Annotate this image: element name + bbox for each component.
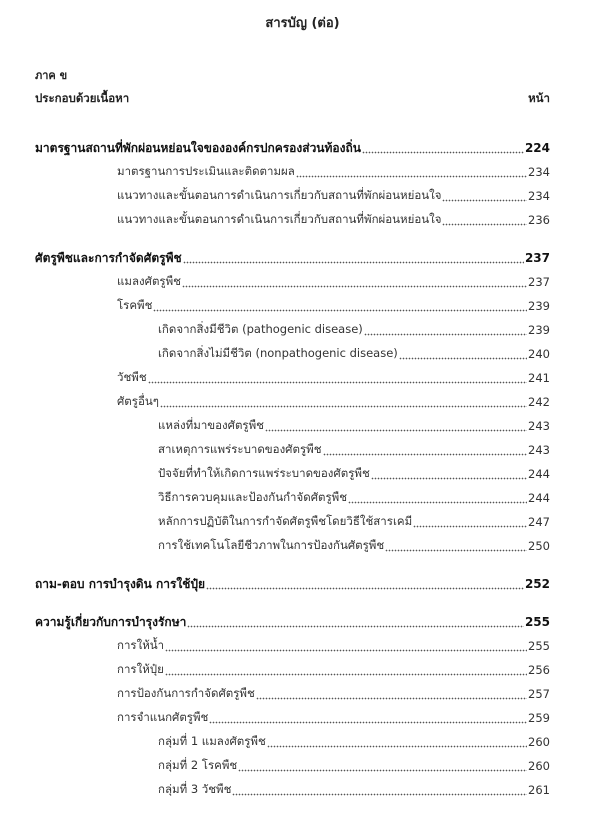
dot-leader (385, 540, 527, 552)
toc-entry-label: เกิดจากสิ่งมีชีวิต (pathogenic disease) (158, 322, 363, 336)
toc-entry-label: การให้ปุ๋ย (117, 662, 164, 676)
toc-entry[interactable] (0, 610, 605, 634)
toc-entry-page: 239 (528, 323, 550, 337)
toc-entry-label: เกิดจากสิ่งไม่มีชีวิต (nonpathogenic disease) (158, 346, 398, 360)
dot-leader (364, 324, 527, 336)
toc-entry-label: การใช้เทคโนโลยีชีวภาพในการป้องกันศัตรูพืช (158, 538, 385, 552)
toc-entry-label: การจำแนกศัตรูพืช (117, 710, 209, 724)
toc-entry-page: 224 (524, 141, 550, 155)
dot-leader (442, 214, 527, 226)
dot-leader (187, 616, 524, 628)
toc-entry-page: 234 (528, 189, 550, 203)
toc-list (0, 136, 605, 802)
toc-entry[interactable] (0, 534, 605, 558)
toc-entry[interactable] (0, 486, 605, 510)
toc-entry-label: แมลงศัตรูพืช (117, 274, 181, 288)
dot-leader (232, 784, 527, 796)
toc-entry-page: 243 (528, 443, 550, 457)
toc-entry-label: โรคพืช (117, 298, 153, 312)
dot-leader (371, 468, 527, 480)
toc-entry[interactable] (0, 706, 605, 730)
toc-entry[interactable] (0, 510, 605, 534)
toc-entry-label: ศัตรูพืชและการกำจัดศัตรูพืช (35, 250, 182, 265)
dot-leader (148, 372, 527, 384)
dot-leader (182, 276, 527, 288)
toc-entry-label: ปัจจัยที่ทำให้เกิดการแพร่ระบาดของศัตรูพืช (158, 466, 370, 480)
toc-entry-label: วิธีการควบคุมและป้องกันกำจัดศัตรูพืช (158, 490, 348, 504)
dot-leader (256, 688, 527, 700)
toc-entry-page: 244 (528, 467, 550, 481)
toc-entry[interactable] (0, 318, 605, 342)
toc-entry-page: 239 (528, 299, 550, 313)
toc-entry-page: 255 (524, 615, 550, 629)
toc-entry[interactable] (0, 160, 605, 184)
toc-entry[interactable] (0, 246, 605, 270)
toc-entry-page: 240 (528, 347, 550, 361)
toc-entry-label: กลุ่มที่ 3 วัชพืช (158, 782, 232, 796)
dot-leader (165, 640, 527, 652)
toc-header (35, 90, 550, 108)
toc-entry-label: สาเหตุการแพร่ระบาดของศัตรูพืช (158, 442, 322, 456)
toc-entry-page: 252 (524, 577, 550, 591)
dot-leader (267, 736, 527, 748)
toc-entry[interactable] (0, 342, 605, 366)
dot-leader (160, 396, 527, 408)
toc-entry-page: 250 (528, 539, 550, 553)
toc-entry-page: 257 (528, 687, 550, 701)
dot-leader (183, 252, 524, 264)
dot-leader (238, 760, 527, 772)
part-label: ภาค ข (35, 69, 68, 82)
toc-entry[interactable] (0, 658, 605, 682)
toc-entry-page: 242 (528, 395, 550, 409)
toc-entry[interactable] (0, 208, 605, 232)
toc-entry-label: กลุ่มที่ 1 แมลงศัตรูพืช (158, 734, 266, 748)
toc-entry-page: 256 (528, 663, 550, 677)
page-heading: หน้า (528, 91, 550, 105)
toc-entry[interactable] (0, 414, 605, 438)
toc-entry[interactable] (0, 682, 605, 706)
toc-entry[interactable] (0, 462, 605, 486)
toc-entry-label: การให้น้ำ (117, 638, 165, 652)
toc-entry-label: ศัตรูอื่นๆ (117, 394, 159, 408)
toc-entry[interactable] (0, 754, 605, 778)
toc-entry-label: แนวทางและขั้นตอนการดำเนินการเกี่ยวกับสถานที่พักผ่อนหย่อนใจ (117, 188, 442, 202)
toc-entry-page: 255 (528, 639, 550, 653)
toc-entry-page: 237 (524, 251, 550, 265)
toc-entry-label: วัชพืช (117, 370, 147, 384)
toc-entry-label: กลุ่มที่ 2 โรคพืช (158, 758, 238, 772)
toc-entry-page: 260 (528, 735, 550, 749)
toc-entry-page: 241 (528, 371, 550, 385)
toc-entry-page: 243 (528, 419, 550, 433)
toc-entry[interactable] (0, 270, 605, 294)
dot-leader (348, 492, 527, 504)
toc-entry[interactable] (0, 366, 605, 390)
toc-entry-page: 259 (528, 711, 550, 725)
contents-heading: ประกอบด้วยเนื้อหา (35, 91, 130, 105)
toc-entry-page: 261 (528, 783, 550, 797)
dot-leader (296, 166, 527, 178)
toc-entry-label: ถาม-ตอบ การบำรุงดิน การใช้ปุ๋ย (35, 576, 206, 591)
toc-entry-page: 236 (528, 213, 550, 227)
toc-entry-label: มาตรฐานการประเมินและติดตามผล (117, 164, 295, 178)
toc-entry-label: ความรู้เกี่ยวกับการบำรุงรักษา (35, 614, 187, 629)
toc-entry-label: แนวทางและขั้นตอนการดำเนินการเกี่ยวกับสถานที่พักผ่อนหย่อนใจ (117, 212, 442, 226)
toc-entry[interactable] (0, 572, 605, 596)
toc-entry[interactable] (0, 730, 605, 754)
toc-entry[interactable] (0, 634, 605, 658)
toc-entry-page: 234 (528, 165, 550, 179)
toc-entry-page: 237 (528, 275, 550, 289)
dot-leader (209, 712, 527, 724)
dot-leader (153, 300, 527, 312)
toc-entry-page: 244 (528, 491, 550, 505)
toc-entry-label: การป้องกันการกำจัดศัตรูพืช (117, 686, 255, 700)
toc-entry[interactable] (0, 778, 605, 802)
dot-leader (165, 664, 527, 676)
dot-leader (442, 190, 527, 202)
toc-entry-label: แหล่งที่มาของศัตรูพืช (158, 418, 264, 432)
dot-leader (323, 444, 528, 456)
toc-entry-page: 247 (528, 515, 550, 529)
toc-entry[interactable] (0, 390, 605, 414)
toc-entry[interactable] (0, 294, 605, 318)
toc-entry-page: 260 (528, 759, 550, 773)
page-title: สารบัญ (ต่อ) (265, 16, 340, 31)
toc-entry-label: หลักการปฏิบัติในการกำจัดศัตรูพืชโดยวิธีใช้สารเคมี (158, 514, 413, 528)
dot-leader (265, 420, 527, 432)
dot-leader (413, 516, 527, 528)
dot-leader (362, 142, 524, 154)
toc-entry[interactable] (0, 438, 605, 462)
toc-entry[interactable] (0, 184, 605, 208)
dot-leader (399, 348, 527, 360)
dot-leader (206, 578, 524, 590)
toc-entry-label: มาตรฐานสถานที่พักผ่อนหย่อนใจขององค์กรปกครองส่วนท้องถิ่น (35, 140, 361, 155)
toc-entry[interactable] (0, 136, 605, 160)
